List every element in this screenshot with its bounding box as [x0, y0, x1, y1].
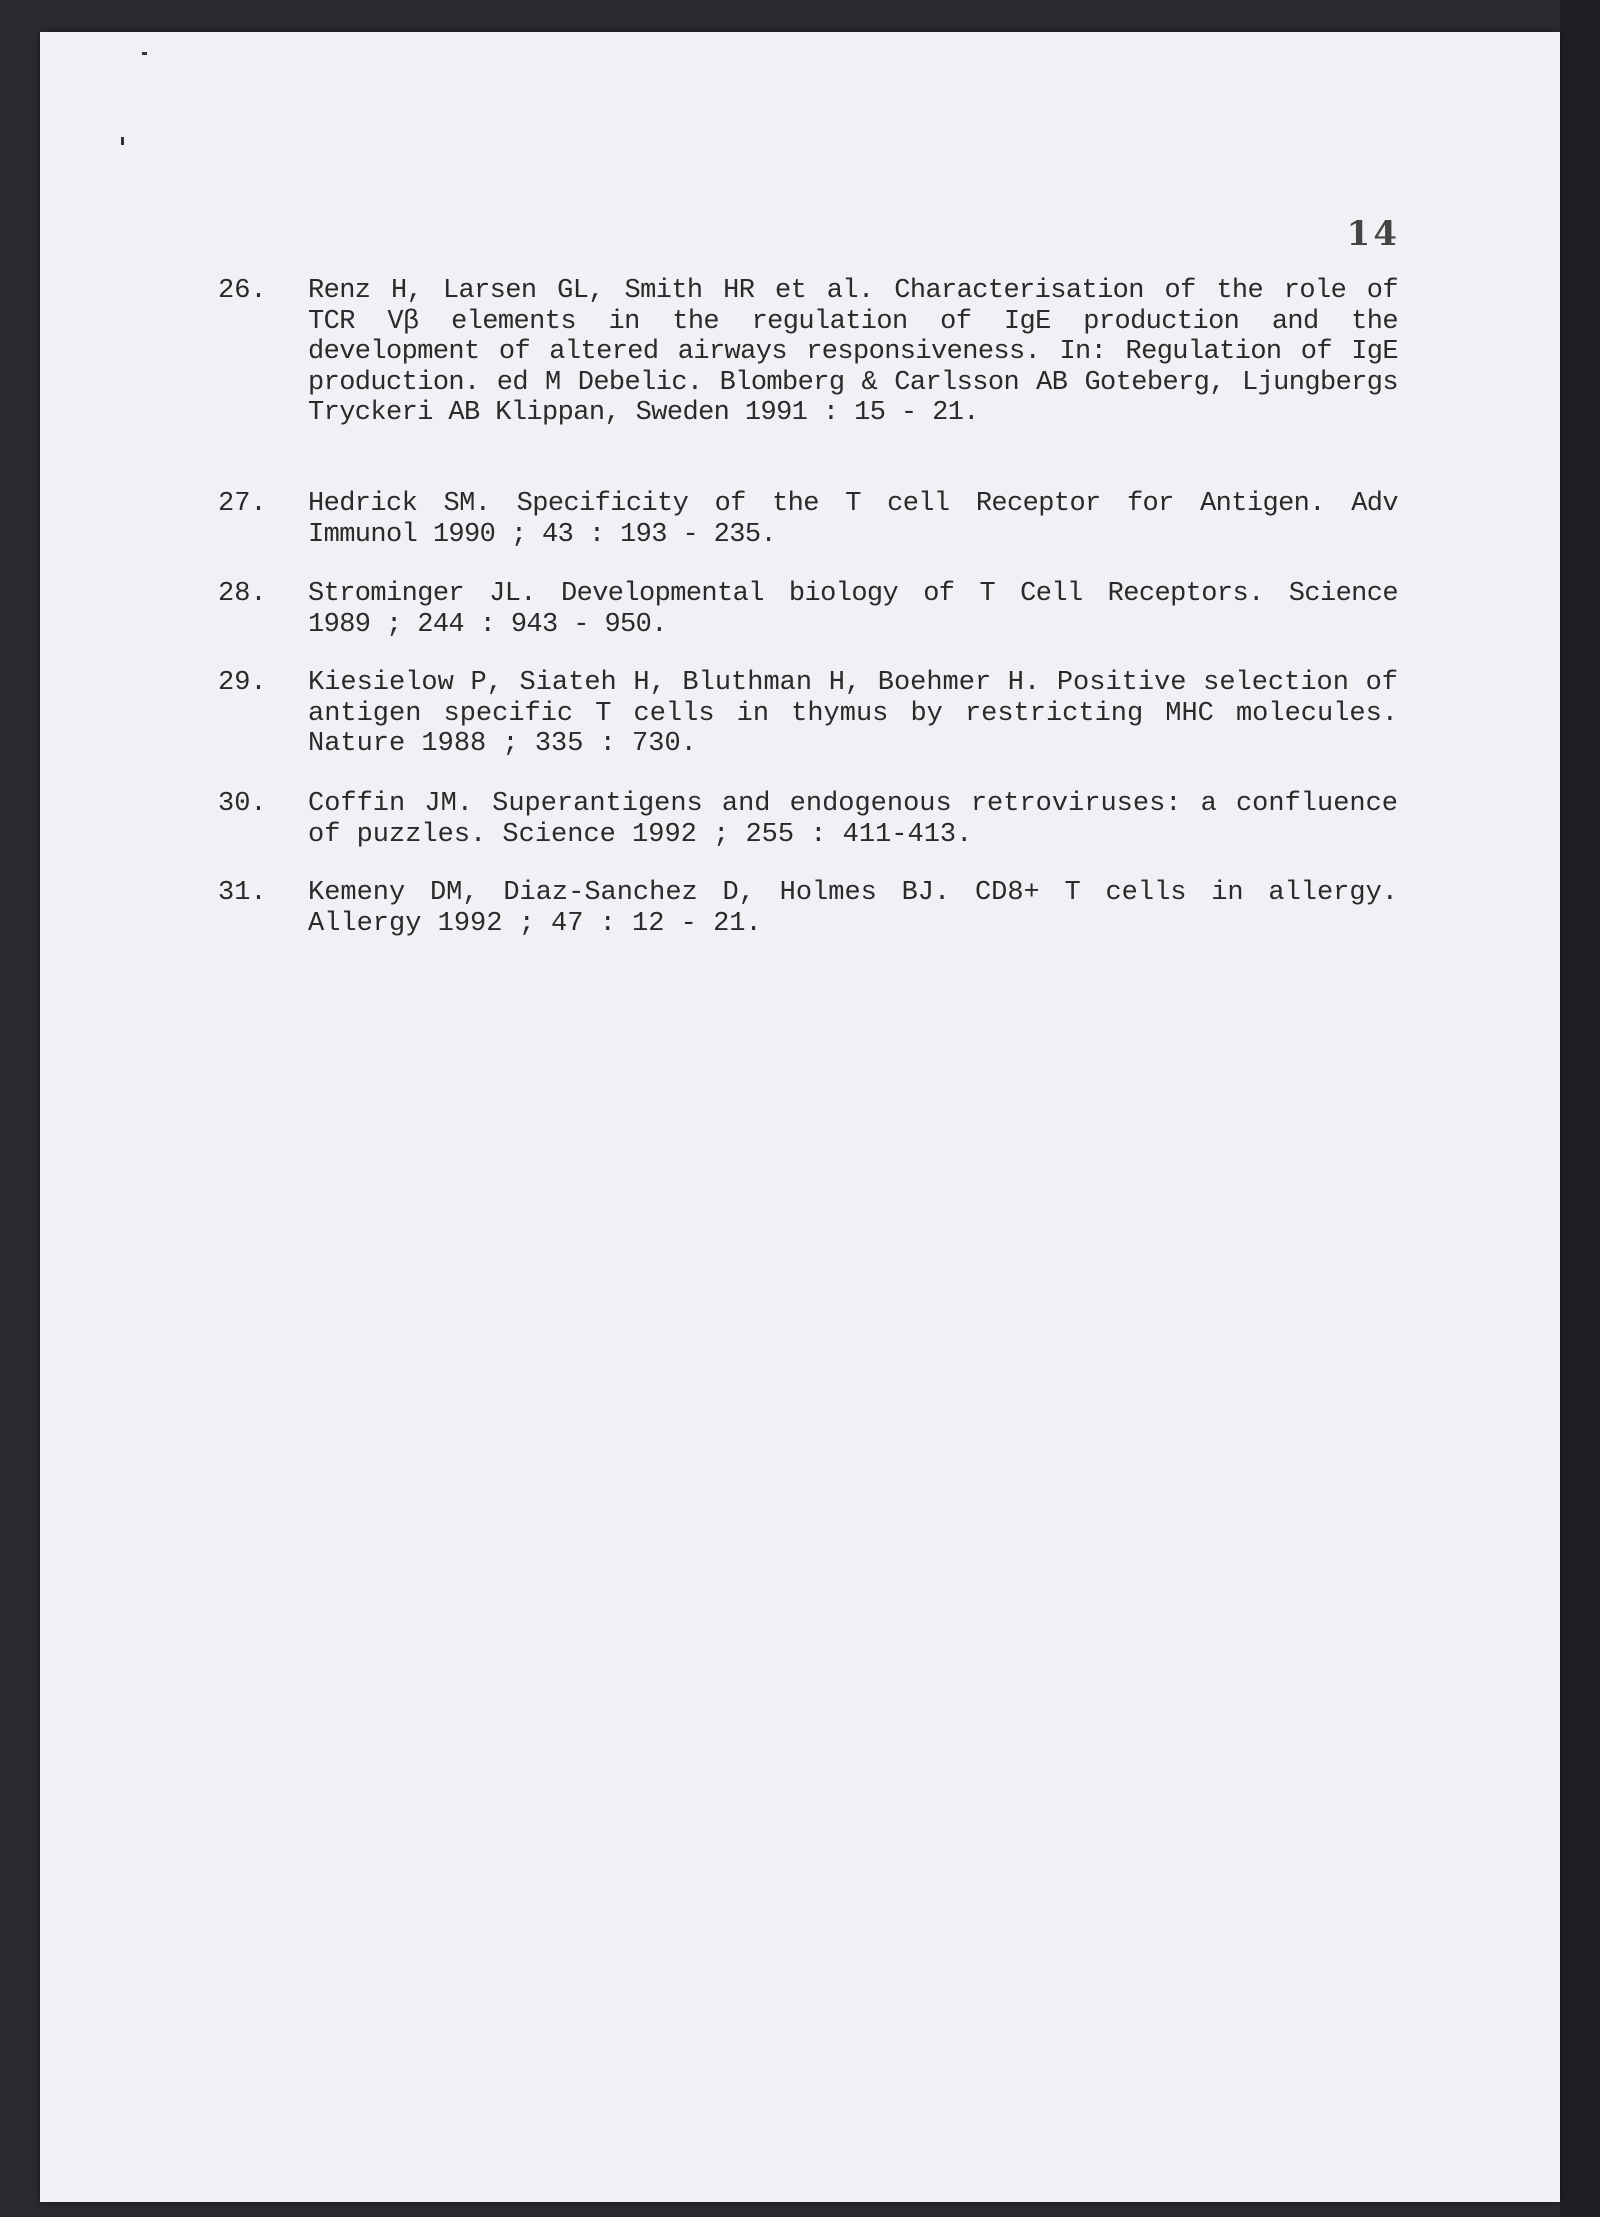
- reference-text: Coffin JM. Superantigens and endogenous retroviruses: a confluence of puzzles. Science 1992 ; 255 : 411-413.: [308, 789, 1398, 850]
- document-page: [40, 32, 1560, 2202]
- scan-speck: [121, 137, 124, 145]
- reference-number: 30.: [218, 789, 267, 819]
- reference-text: Renz H, Larsen GL, Smith HR et al. Characterisation of the role of TCR Vβ elements in the regulation of IgE production and the development of altered airways responsiveness. In: Regulation of IgE production. ed M Debelic. Blomberg & Carlsson AB Goteberg, Ljungbergs Tryckeri AB Klippan, Sweden 1991 : 15 - 21.: [308, 276, 1398, 428]
- reference-text: Kiesielow P, Siateh H, Bluthman H, Boehmer H. Positive selection of antigen specific T cells in thymus by restricting MHC molecules. Nature 1988 ; 335 : 730.: [308, 668, 1398, 759]
- reference-number: 28.: [218, 579, 267, 609]
- reference-text: Hedrick SM. Specificity of the T cell Receptor for Antigen. Adv Immunol 1990 ; 43 : 193 - 235.: [308, 489, 1398, 550]
- reference-number: 31.: [218, 878, 267, 908]
- reference-number: 27.: [218, 489, 267, 519]
- scan-speck: [142, 52, 147, 55]
- reference-text: Strominger JL. Developmental biology of T Cell Receptors. Science 1989 ; 244 : 943 - 950.: [308, 579, 1398, 640]
- scan-background-edge: [1560, 0, 1600, 2217]
- reference-number: 26.: [218, 276, 267, 306]
- reference-text: Kemeny DM, Diaz-Sanchez D, Holmes BJ. CD8+ T cells in allergy. Allergy 1992 ; 47 : 12 - 21.: [308, 878, 1398, 939]
- reference-number: 29.: [218, 668, 267, 698]
- page-number: 14: [1346, 214, 1400, 254]
